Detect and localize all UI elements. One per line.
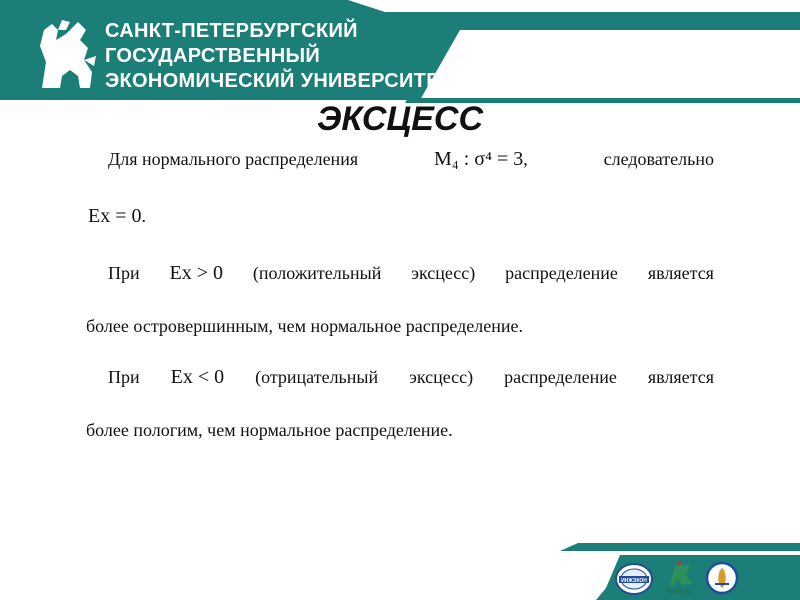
paragraph-2-line-1 — [108, 262, 714, 285]
p1-formula-ratio — [434, 148, 528, 171]
slide-title: ЭКСЦЕСС — [316, 100, 483, 138]
p2-word: эксцесс) — [411, 263, 476, 283]
finek-logo-text: ФИНЭК — [666, 588, 694, 596]
formula-ex-negative: Ex < 0 — [170, 366, 225, 388]
unecon-emblem-icon — [705, 560, 739, 596]
p1-period: . — [141, 206, 146, 226]
p3-word: (отрицательный — [255, 367, 379, 387]
paragraph-2-line-2: более островершинным, чем нормальное распределение. — [86, 316, 524, 336]
p3-word-start: При — [108, 367, 140, 387]
formula-ex-positive: Ex > 0 — [169, 262, 224, 284]
paragraph-1-line-1 — [108, 148, 714, 171]
paragraph-1-line-2 — [88, 205, 146, 228]
finek-logo-icon — [662, 555, 698, 597]
inzhekon-logo-icon — [614, 562, 654, 596]
university-name-line-3: ЭКОНОМИЧЕСКИЙ УНИВЕРСИТЕТ — [105, 70, 453, 92]
formula-ratio: M₄ : σ⁴ = 3 — [433, 148, 524, 170]
p2-word: является — [647, 263, 714, 283]
p3-word: эксцесс) — [409, 367, 474, 387]
inzhekon-logo-text: ИНЖЭКОН — [621, 578, 647, 584]
paragraph-3-line-2: более пологим, чем нормальное распределение. — [86, 420, 453, 440]
paragraph-3-line-1 — [108, 366, 714, 389]
university-name-line-2: ГОСУДАРСТВЕННЫЙ — [105, 45, 321, 67]
p1-comma: , — [523, 149, 528, 169]
p2-word: (положительный — [252, 263, 382, 283]
p2-word-start: При — [108, 263, 140, 283]
p3-word: распределение — [504, 367, 617, 387]
p1-text-start: Для нормального распределения — [108, 149, 359, 169]
p1-text-end: следовательно — [603, 149, 714, 169]
formula-result: Ex = 0 — [88, 205, 142, 227]
university-name-line-1: САНКТ-ПЕТЕРБУРГСКИЙ — [105, 20, 358, 42]
p2-word: распределение — [505, 263, 618, 283]
p3-word: является — [647, 367, 714, 387]
